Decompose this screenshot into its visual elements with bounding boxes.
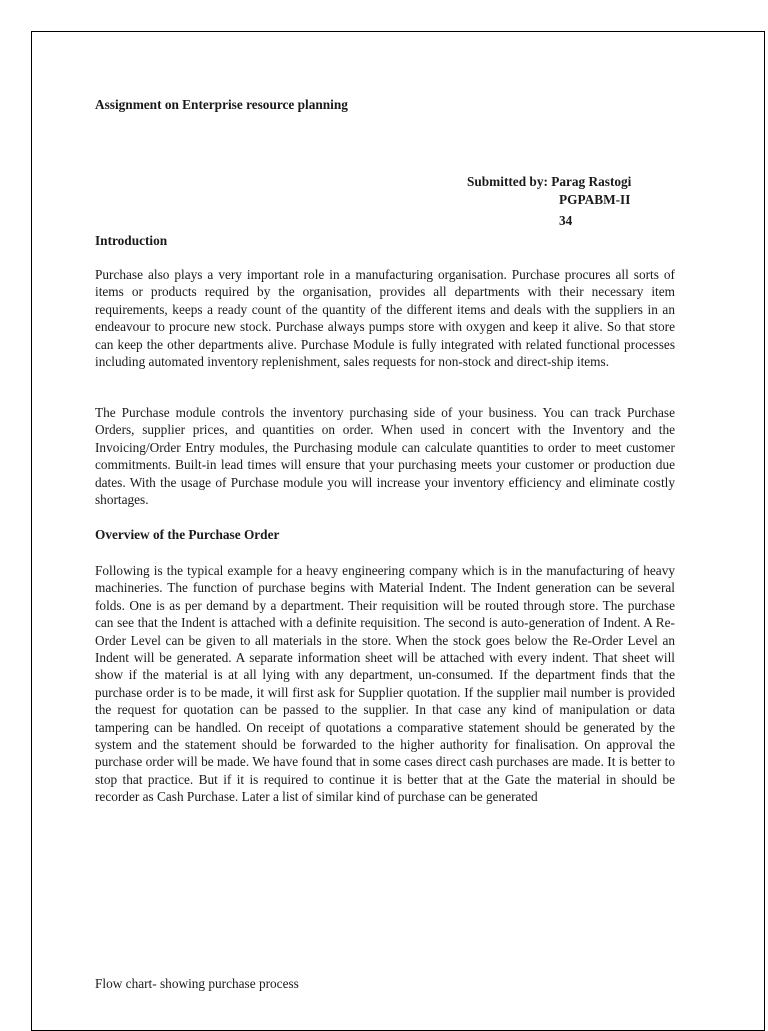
section-heading-overview: Overview of the Purchase Order <box>95 527 280 542</box>
overview-paragraph: Following is the typical example for a heavy engineering company which is in the manufacturing of heavy machineries. The function of purchase begins with Material Indent. The Indent generation can be several folds. One is as per demand by a department. Their requisition will be routed through store. The purchase can see that the Indent is attached with a definite requisition. The second is auto-generation of Indent. A Re-Order Level can be given to all materials in the store. When the stock goes below the Re-Order Level an Indent will be generated. A separate information sheet will be attached with every indent. That sheet will show if the material is at all lying with any department, un-consumed. If the department finds that the purchase order is to be made, it will first ask for Supplier quotation. If the supplier mail number is provided the request for quotation can be passed to the supplier. In that case any kind of manipulation or data tampering can be handled. On receipt of quotations a comparative statement should be generated by the system and the statement should be forwarded to the higher authority for finalisation. On approval the purchase order will be made. We have found that in some cases direct cash purchases are made. It is better to stop that practice. But if it is required to continue it is better that at the Gate the material in should be recorder as Cash Purchase. Later a list of similar kind of purchase can be generated <box>95 563 675 805</box>
intro-paragraph-2: The Purchase module controls the inventory purchasing side of your business. You can track Purchase Orders, supplier prices, and quantities on order. When used in concert with the Inventory and the Invoicing/Order Entry modules, the Purchasing module can calculate quantities to order to meet customer commitments. Built-in lead times will ensure that your purchasing meets your customer or production due dates. With the usage of Purchase module you will increase your inventory efficiency and eliminate costly shortages. <box>95 405 675 508</box>
submitted-by-line: Submitted by: Parag Rastogi <box>467 174 632 189</box>
document-title: Assignment on Enterprise resource planning <box>95 97 348 112</box>
flow-chart-caption: Flow chart- showing purchase process <box>95 976 299 991</box>
roll-number: 34 <box>559 213 573 228</box>
section-heading-introduction: Introduction <box>95 233 168 248</box>
program-code: PGPABM-II <box>559 192 631 207</box>
intro-paragraph-1: Purchase also plays a very important role in a manufacturing organisation. Purchase procures all sorts of items or products required by the organisation, provides all departments with their necessary item requirements, keeps a ready count of the quantity of the different items and deals with the suppliers in an endeavour to procure new stock. Purchase always pumps store with oxygen and keep it alive. So that store can keep the other departments alive. Purchase Module is fully integrated with related functional processes including automated inventory replenishment, sales requests for non-stock and direct-ship items. <box>95 267 675 370</box>
